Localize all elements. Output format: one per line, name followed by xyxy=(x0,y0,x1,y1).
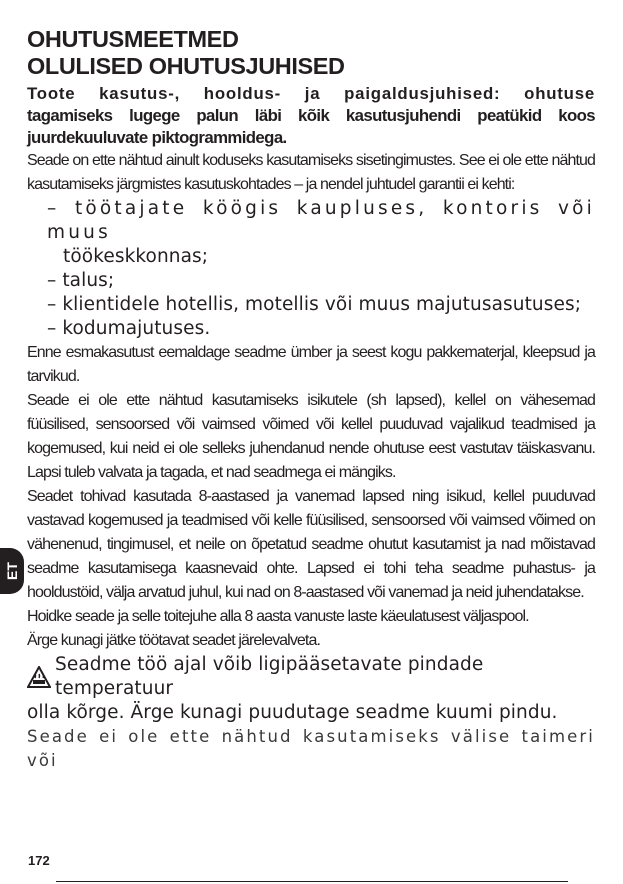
list-item: – töötajate köögis kaupluses, kontoris või muus xyxy=(47,198,595,243)
hot-surface-text-line-2: olla kõrge. Ärge kunagi puudutage seadme kuumi pindu. xyxy=(27,702,558,723)
exclusion-list xyxy=(27,197,595,341)
list-item: – klientidele hotellis, motellis või muus majutusasutuses; xyxy=(47,294,582,315)
list-item-continuation: töökeskkonnas; xyxy=(63,246,209,267)
title-line-1: OHUTUSMEETMED xyxy=(27,26,239,52)
page-number: 172 xyxy=(28,853,50,868)
footer-divider xyxy=(56,881,568,882)
unpack-paragraph: Enne esmakasutust eemaldage seadme ümber ja seest kogu pakkematerjal, kleepsud ja tarvikud. xyxy=(27,344,595,385)
lead-paragraph xyxy=(27,83,595,149)
list-item: – talus; xyxy=(47,270,115,291)
timer-paragraph: Seade ei ole ette nähtud kasutamiseks välise taimeri või xyxy=(27,727,595,770)
persons-paragraph: Seade ei ole ette nähtud kasutamiseks isikutele (sh lapsed), kellel on vähesemad füüsilised, sensoorsed või vaimsed võimed või kellel puuduvad vajalikud teadmised ja kogemused, kui neid ei ole selleks juhendanud nende ohutuse eest vastutav täiskasvanu. Lapsi tuleb valvata ja tagada, et nad seadmega ei mängiks. xyxy=(27,392,595,481)
unattended-paragraph: Ärge kunagi jätke töötavat seadet järelevalveta. xyxy=(27,632,321,649)
lead-first-line: Toote kasutus-, hooldus- ja paigaldusjuhised: ohutuse xyxy=(27,84,595,103)
manual-page xyxy=(27,26,595,773)
intro-paragraph: Seade on ette nähtud ainult koduseks kasutamiseks sisetingimustes. See ei ole ette nähtud kasutamiseks järgmistes kasutuskohtades – ja nendel juhtudel garantii ei kehti: xyxy=(27,152,595,193)
children-paragraph: Seadet tohivad kasutada 8-aastased ja vanemad lapsed ning isikud, kellel puuduvad vastavad kogemused ja teadmised või kelle füüsilised, sensoorsed või vaimsed võimed on vähenenud, tingimusel, et neile on õpetatud seadme ohutut kasutamist ja nad mõistavad seadme kasutamisega kaasnevaid ohte. Lapsed ei tohi teha seadme puhastus- ja hooldustöid, välja arvatud juhul, kui nad on 8-aastased või vanemad ja neid juhendatakse. xyxy=(27,488,595,601)
list-item: – kodumajutuses. xyxy=(47,318,211,339)
hot-surface-warning-icon xyxy=(27,666,51,688)
reach-paragraph: Hoidke seade ja selle toitejuhe alla 8 aasta vanuste laste käeulatusest väljaspool. xyxy=(27,608,529,625)
lead-rest: tagamiseks lugege palun läbi kõik kasutusjuhendi peatükid koos juurdekuuluvate piktogrammidega. xyxy=(27,106,595,147)
hot-surface-warning xyxy=(27,653,595,701)
title-line-2: OLULISED OHUTUSJUHISED xyxy=(27,53,345,79)
language-tab-label: ET xyxy=(3,562,20,580)
hot-surface-text-line-1: Seadme töö ajal võib ligipääsetavate pindade temperatuur xyxy=(55,654,484,699)
page-title xyxy=(27,26,595,80)
language-tab xyxy=(0,548,24,594)
